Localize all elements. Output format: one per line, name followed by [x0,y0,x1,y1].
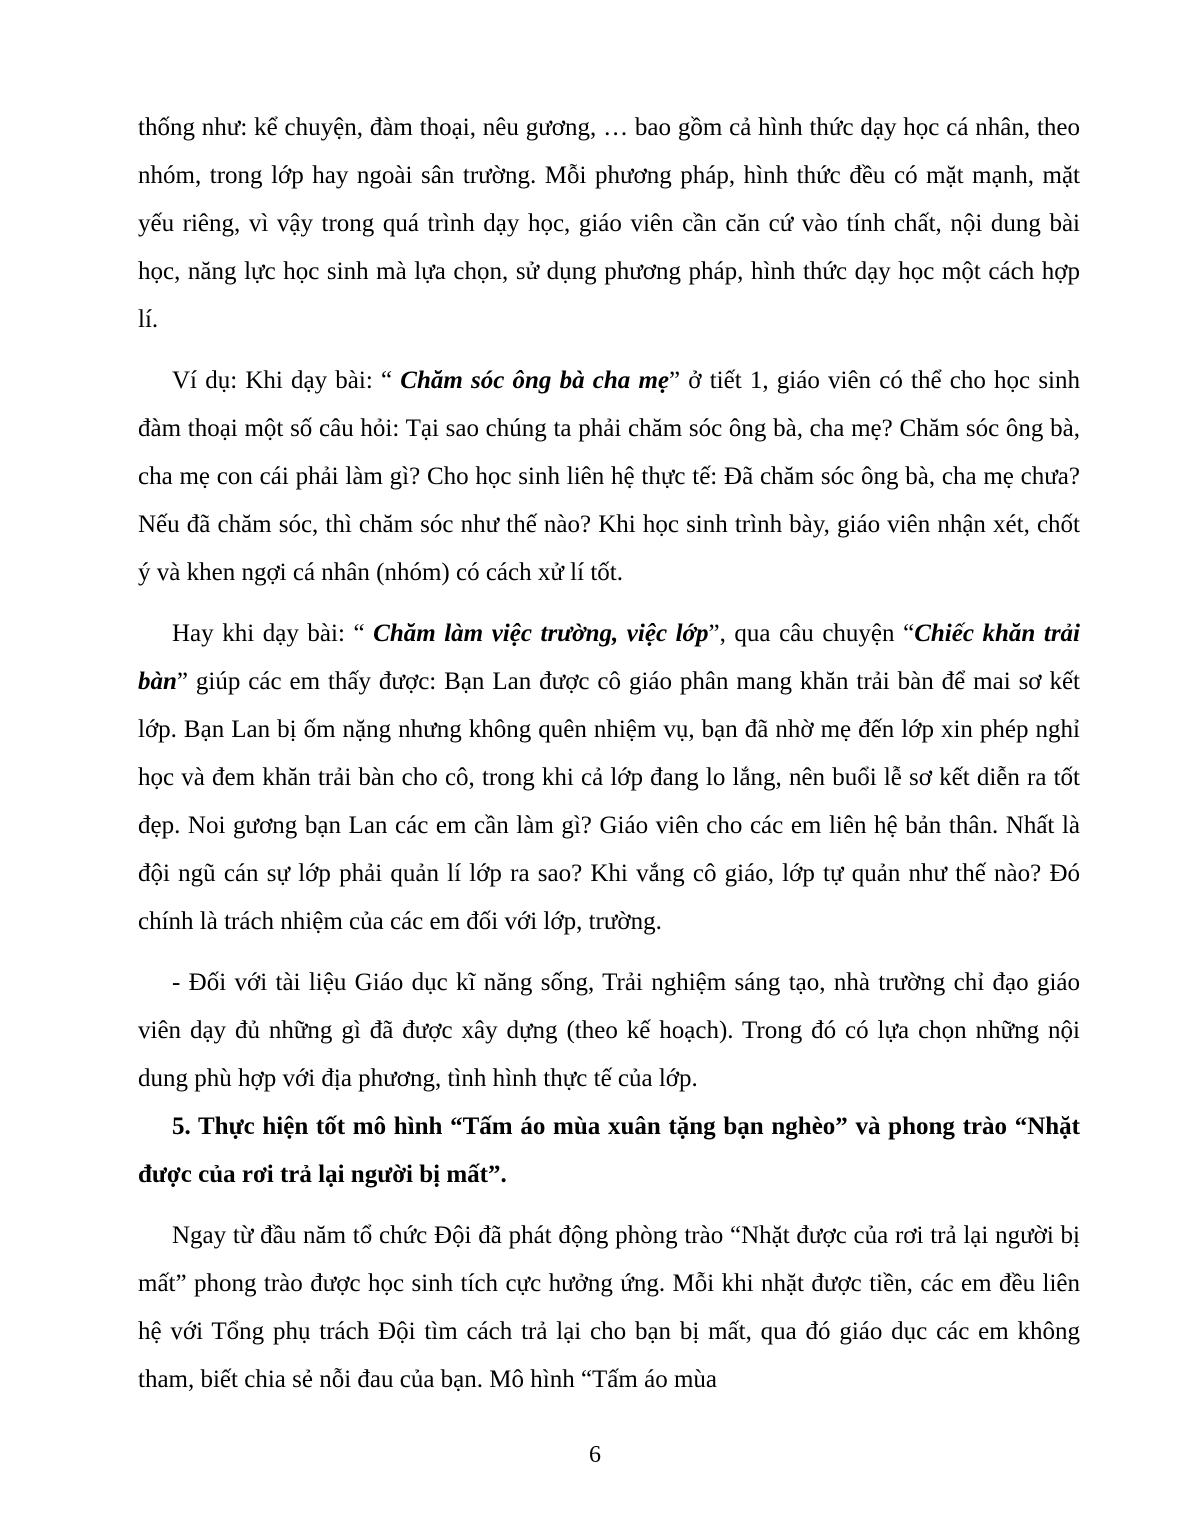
lesson-title-cham-lam: Chăm làm việc trường, việc lớp [373,620,709,647]
example-2-lead: Hay khi dạy bài: “ [172,620,374,647]
example-1-text: ” ở tiết 1, giáo viên có thể cho học sinh đàm thoại một số câu hỏi: Tại sao chúng ta phải chăm sóc ông bà, cha mẹ? Chăm sóc ông bà, cha mẹ con cái phải làm gì? Cho học sinh liên hệ thực tế: Đã chăm sóc ông bà, cha mẹ chưa? Nếu đã chăm sóc, thì chăm sóc như thế nào? Khi học sinh trình bày, giáo viên nhận xét, chốt ý và khen ngợi cá nhân (nhóm) có cách xử lí tốt. [138,367,1080,586]
lesson-title-cham-soc: Chăm sóc ông bà cha mẹ [400,367,670,394]
document-body [138,104,1080,1404]
example-2-text: ” giúp các em thấy được: Bạn Lan được cô giáo phân mang khăn trải bàn để mai sơ kết lớp. Bạn Lan bị ốm nặng nhưng không quên nhiệm vụ, bạn đã nhờ mẹ đến lớp xin phép nghỉ học và đem khăn trải bàn cho cô, trong khi cả lớp đang lo lắng, nên buổi lễ sơ kết diễn ra tốt đẹp. Noi gương bạn Lan các em cần làm gì? Giáo viên cho các em liên hệ bản thân. Nhất là đội ngũ cán sự lớp phải quản lí lớp ra sao? Khi vắng cô giáo, lớp tự quản như thế nào? Đó chính là trách nhiệm của các em đối với lớp, trường. [138,668,1080,935]
paragraph-example-2 [138,610,1080,946]
example-2-mid: ”, qua câu chuyện “ [708,620,915,647]
example-1-lead: Ví dụ: Khi dạy bài: “ [172,367,401,394]
paragraph-lost-found: Ngay từ đầu năm tổ chức Đội đã phát động phòng trào “Nhặt được của rơi trả lại người bị mất” phong trào được học sinh tích cực hưởng ứng. Mỗi khi nhặt được tiền, các em đều liên hệ với Tổng phụ trách Đội tìm cách trả lại cho bạn bị mất, qua đó giáo dục các em không tham, biết chia sẻ nỗi đau của bạn. Mô hình “Tấm áo mùa [138,1222,1080,1393]
story-title: Chiếc khăn trải bàn [138,620,1080,695]
paragraph-life-skills: - Đối với tài liệu Giáo dục kĩ năng sống, Trải nghiệm sáng tạo, nhà trường chỉ đạo giáo viên dạy đủ những gì đã được xây dựng (theo kế hoạch). Trong đó có lựa chọn những nội dung phù hợp với địa phương, tình hình thực tế của lớp. [138,969,1080,1092]
paragraph-methods: thống như: kể chuyện, đàm thoại, nêu gương, … bao gồm cả hình thức dạy học cá nhân, theo nhóm, trong lớp hay ngoài sân trường. Mỗi phương pháp, hình thức đều có mặt mạnh, mặt yếu riêng, vì vậy trong quá trình dạy học, giáo viên cần căn cứ vào tính chất, nội dung bài học, năng lực học sinh mà lựa chọn, sử dụng phương pháp, hình thức dạy học một cách hợp lí. [138,114,1080,333]
page-number: 6 [589,1442,601,1468]
paragraph-example-1 [138,357,1080,597]
section-heading-5: 5. Thực hiện tốt mô hình “Tấm áo mùa xuân tặng bạn nghèo” và phong trào “Nhặt được của rơi trả lại người bị mất”. [138,1113,1080,1188]
